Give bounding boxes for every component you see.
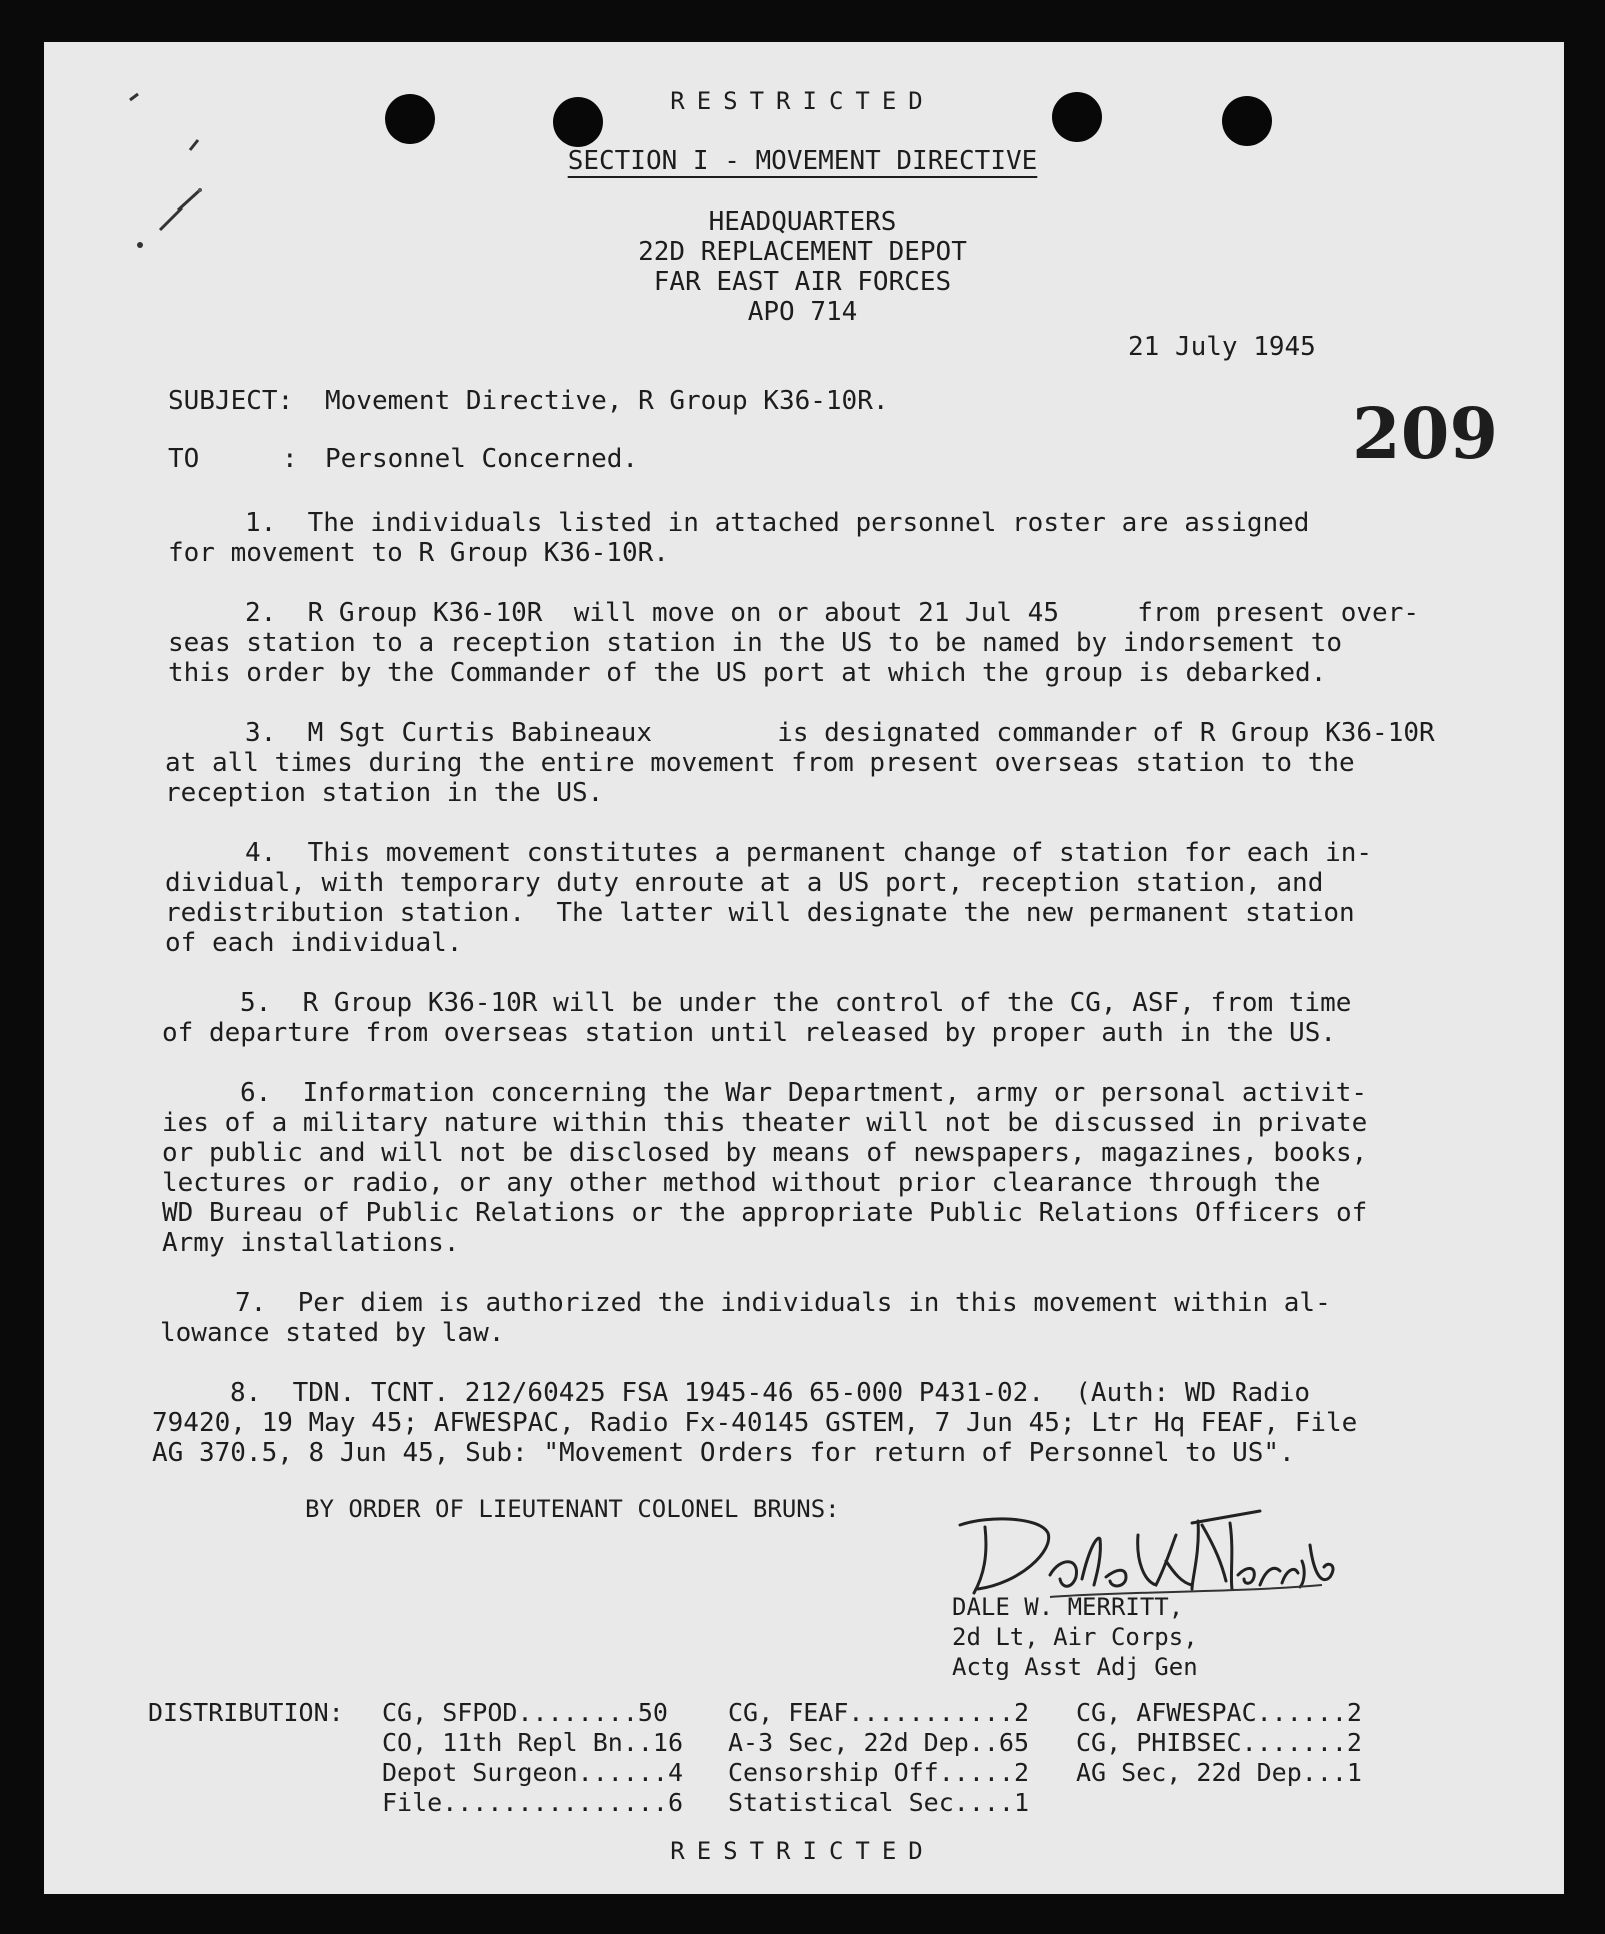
paragraph-2-line-3: this order by the Commander of the US port at which the group is debarked.: [168, 658, 1327, 688]
paragraph-4-line-3: redistribution station. The latter will designate the new permanent station: [165, 898, 1355, 928]
paragraph-7-line-1: 7. Per diem is authorized the individuals in this movement within al-: [235, 1288, 1331, 1318]
distribution-entry: Statistical Sec....1: [728, 1788, 1030, 1817]
paragraph-6-line-6: Army installations.: [162, 1228, 460, 1258]
paragraph-5-line-1: 5. R Group K36-10R will be under the control of the CG, ASF, from time: [240, 988, 1352, 1018]
distribution-entry: File...............6: [382, 1788, 684, 1817]
org-line-apo: APO 714: [747, 297, 858, 327]
paragraph-3-line-2: at all times during the entire movement from present overseas station to the: [165, 748, 1355, 778]
classification-bottom: RESTRICTED: [670, 1837, 935, 1865]
paragraph-1-line-1: 1. The individuals listed in attached personnel roster are assigned: [245, 508, 1310, 538]
paragraph-4-line-2: dividual, with temporary duty enroute at a US port, reception station, and: [165, 868, 1324, 898]
distribution-label: DISTRIBUTION:: [148, 1698, 344, 1727]
paragraph-3-line-3: reception station in the US.: [165, 778, 604, 808]
paragraph-5-line-2: of departure from overseas station until released by proper auth in the US.: [162, 1018, 1336, 1048]
paragraph-2-line-1: 2. R Group K36-10R will move on or about 21 Jul 45 from present over-: [245, 598, 1419, 628]
distribution-entry: CG, AFWESPAC......2: [1076, 1698, 1362, 1727]
paragraph-6-line-2: ies of a military nature within this theater will not be discussed in private: [162, 1108, 1368, 1138]
section-title: SECTION I - MOVEMENT DIRECTIVE: [567, 146, 1038, 176]
paragraph-3-line-1: 3. M Sgt Curtis Babineaux is designated commander of R Group K36-10R: [245, 718, 1435, 748]
paragraph-4-line-4: of each individual.: [165, 928, 463, 958]
signer-rank: 2d Lt, Air Corps,: [952, 1623, 1198, 1651]
org-line-air-forces: FAR EAST AIR FORCES: [653, 267, 952, 297]
paragraph-6-line-5: WD Bureau of Public Relations or the appropriate Public Relations Officers of: [162, 1198, 1368, 1228]
distribution-entry: AG Sec, 22d Dep...1: [1076, 1758, 1362, 1787]
distribution-entry: CO, 11th Repl Bn..16: [382, 1728, 684, 1757]
subject-label: SUBJECT:: [168, 386, 294, 416]
document-date: 21 July 1945: [1128, 332, 1316, 362]
to-value: Personnel Concerned.: [325, 444, 639, 474]
distribution-entry: CG, PHIBSEC.......2: [1076, 1728, 1362, 1757]
signer-name: DALE W. MERRITT,: [952, 1593, 1184, 1621]
distribution-entry: CG, SFPOD........50: [382, 1698, 668, 1727]
paragraph-8-line-2: 79420, 19 May 45; AFWESPAC, Radio Fx-40145 GSTEM, 7 Jun 45; Ltr Hq FEAF, File: [152, 1408, 1358, 1438]
subject-value: Movement Directive, R Group K36-10R.: [325, 386, 889, 416]
paragraph-6-line-4: lectures or radio, or any other method without prior clearance through the: [162, 1168, 1321, 1198]
signer-title: Actg Asst Adj Gen: [952, 1653, 1198, 1681]
distribution-entry: Censorship Off.....2: [728, 1758, 1030, 1787]
paragraph-2-line-2: seas station to a reception station in the US to be named by indorsement to: [168, 628, 1342, 658]
org-line-depot: 22D REPLACEMENT DEPOT: [638, 237, 967, 267]
paragraph-8-line-3: AG 370.5, 8 Jun 45, Sub: "Movement Orders for return of Personnel to US".: [152, 1438, 1295, 1468]
to-colon: :: [282, 444, 298, 474]
distribution-entry: CG, FEAF...........2: [728, 1698, 1030, 1727]
to-label: TO: [168, 444, 200, 474]
paragraph-7-line-2: lowance stated by law.: [160, 1318, 505, 1348]
paragraph-6-line-1: 6. Information concerning the War Department, army or personal activit-: [240, 1078, 1368, 1108]
page-number: 209: [1352, 392, 1499, 475]
by-order-line: BY ORDER OF LIEUTENANT COLONEL BRUNS:: [305, 1495, 840, 1523]
paragraph-4-line-1: 4. This movement constitutes a permanent change of station for each in-: [245, 838, 1373, 868]
paragraph-6-line-3: or public and will not be disclosed by means of newspapers, magazines, books,: [162, 1138, 1368, 1168]
paragraph-1-line-2: for movement to R Group K36-10R.: [168, 538, 669, 568]
classification-top: RESTRICTED: [670, 87, 935, 115]
org-line-headquarters: HEADQUARTERS: [708, 207, 897, 237]
paragraph-8-line-1: 8. TDN. TCNT. 212/60425 FSA 1945-46 65-000 P431-02. (Auth: WD Radio: [230, 1378, 1311, 1408]
distribution-entry: Depot Surgeon......4: [382, 1758, 684, 1787]
distribution-entry: A-3 Sec, 22d Dep..65: [728, 1728, 1030, 1757]
